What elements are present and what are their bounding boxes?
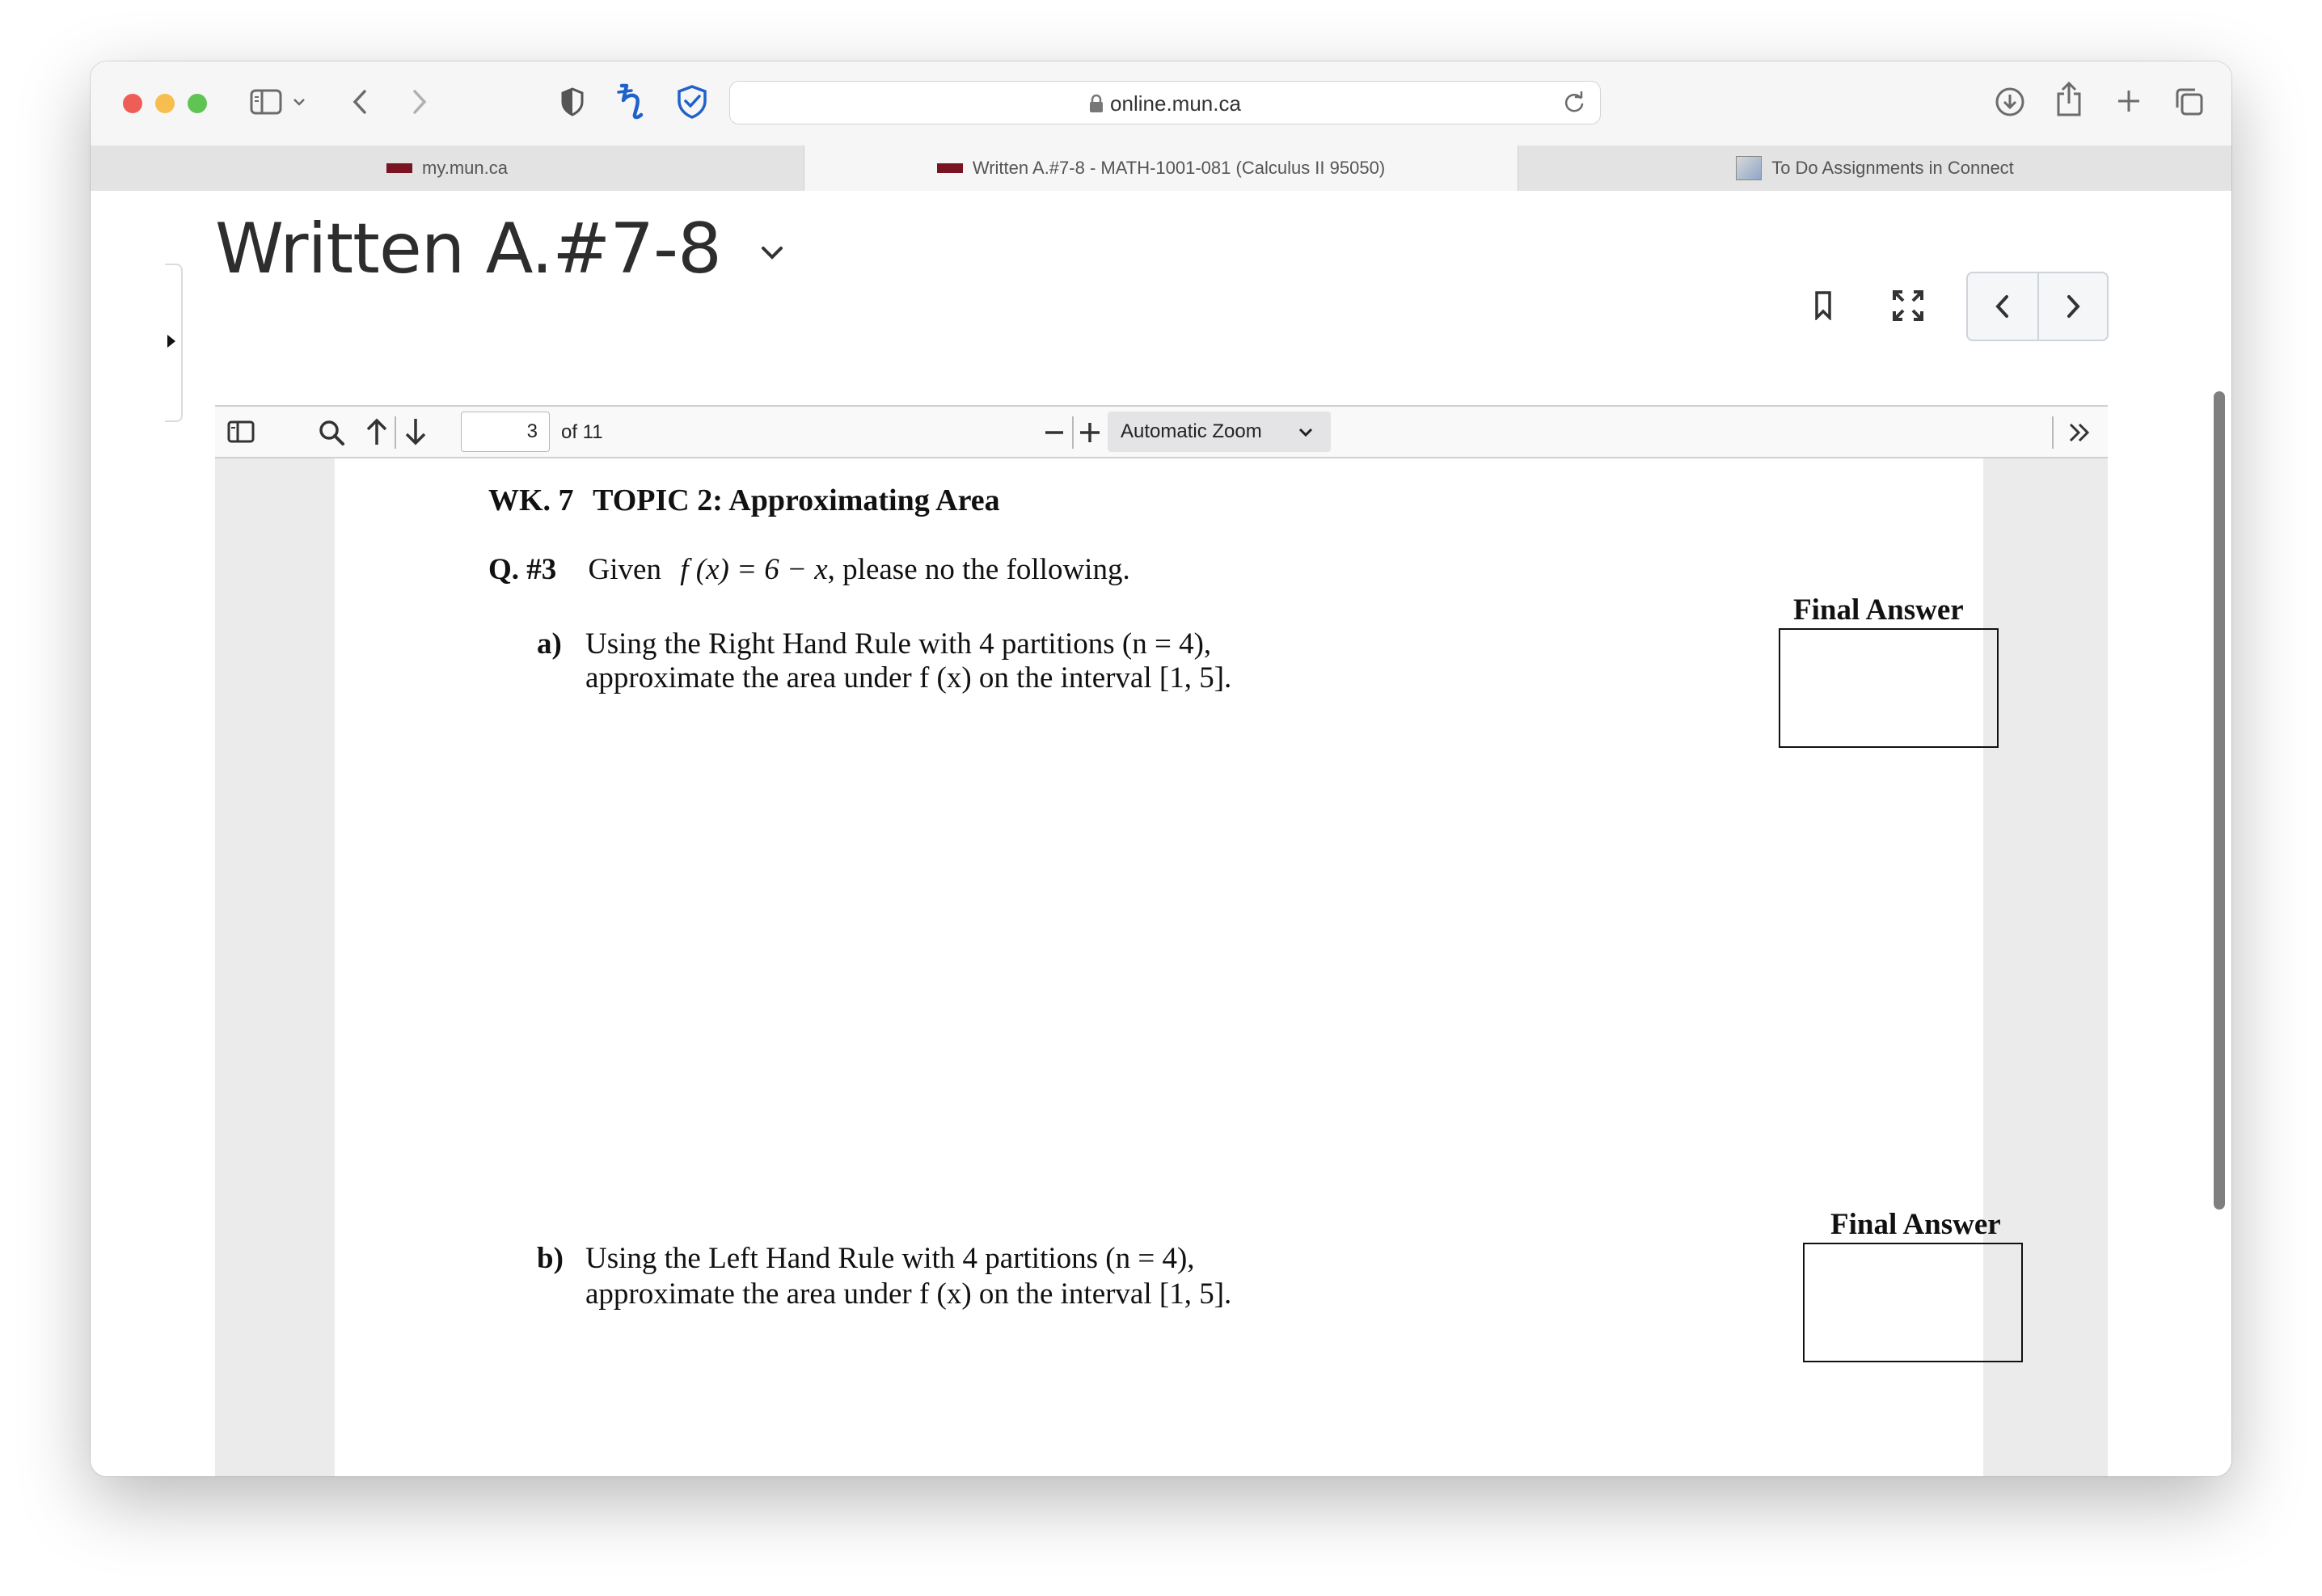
previous-item-button[interactable] (1968, 273, 2039, 340)
url-display (730, 91, 1600, 119)
tab-bar (91, 146, 2231, 192)
close-window-button[interactable] (123, 94, 142, 113)
page-content (91, 191, 2231, 1476)
page-count: of 11 (561, 421, 603, 443)
pdf-viewer[interactable] (215, 458, 2108, 1476)
next-page-icon[interactable] (401, 415, 430, 449)
part-a-line2: approximate the area under f (x) on the interval [1, 5]. (585, 661, 1232, 695)
pdf-toolbar (215, 405, 2108, 458)
minimize-window-button[interactable] (155, 94, 175, 113)
side-drawer-toggle[interactable] (165, 264, 183, 422)
chevron-down-icon (1298, 428, 1313, 437)
new-tab-icon[interactable] (2112, 84, 2146, 118)
share-icon[interactable] (2052, 79, 2086, 120)
search-icon[interactable] (315, 416, 348, 449)
final-answer-label-b: Final Answer (1830, 1208, 2001, 1241)
page-scrollbar[interactable] (2214, 391, 2225, 1210)
previous-page-icon[interactable] (362, 415, 391, 449)
tab-label: my.mun.ca (422, 158, 508, 178)
question-statement: Q. #3 Given f (x) = 6 − x, please no the following. (488, 553, 1130, 586)
chevron-down-icon[interactable] (760, 245, 784, 261)
final-answer-box-b[interactable] (1803, 1243, 2023, 1362)
mun-favicon-icon (937, 163, 963, 173)
toolbar-divider (2052, 416, 2054, 449)
downloads-icon[interactable] (1992, 84, 2028, 120)
part-b-line2: approximate the area under f (x) on the interval [1, 5]. (585, 1277, 1232, 1311)
worksheet-heading: WK. 7 TOPIC 2: Approximating Area (488, 483, 1000, 517)
tab-connect[interactable] (1518, 146, 2231, 191)
item-nav-group (1966, 272, 2109, 341)
browser-window (91, 61, 2231, 1476)
chevron-down-icon[interactable] (291, 92, 307, 112)
fullscreen-icon[interactable] (1889, 286, 1927, 325)
zoom-select[interactable] (1108, 412, 1331, 452)
tab-label: To Do Assignments in Connect (1771, 158, 2014, 178)
tab-written-assignment[interactable] (804, 146, 1518, 191)
part-a-line1: Using the Right Hand Rule with 4 partitions (n = 4), (585, 627, 1212, 661)
honey-extension-icon[interactable] (616, 81, 648, 123)
final-answer-label-a: Final Answer (1793, 593, 1964, 627)
zoom-out-icon[interactable] (1040, 416, 1069, 449)
bookmark-icon[interactable] (1811, 288, 1835, 323)
page-number-input[interactable]: 3 (461, 412, 550, 452)
browser-toolbar (91, 61, 2231, 146)
pdf-sidebar-toggle-icon[interactable] (225, 416, 257, 447)
final-answer-box-a[interactable] (1779, 628, 1999, 748)
address-bar[interactable] (729, 81, 1601, 125)
shield-check-icon[interactable] (674, 82, 710, 121)
part-b-label: b) (537, 1242, 564, 1275)
reload-icon[interactable] (1561, 90, 1587, 116)
chevron-left-icon (1995, 294, 2011, 319)
pdf-page (335, 458, 2001, 1476)
tab-overview-icon[interactable] (2172, 84, 2207, 120)
zoom-window-button[interactable] (188, 94, 207, 113)
sidebar-toggle-icon[interactable] (249, 86, 283, 118)
page-title[interactable]: Written A.#7-8 (215, 209, 784, 289)
next-item-button[interactable] (2039, 273, 2107, 340)
tab-label: Written A.#7-8 - MATH-1001-081 (Calculus II 95050) (972, 158, 1386, 178)
mun-favicon-icon (386, 163, 412, 173)
connect-favicon-icon (1736, 156, 1762, 180)
privacy-shield-icon[interactable] (558, 84, 587, 120)
tab-my-mun[interactable] (91, 146, 804, 191)
caret-right-icon (167, 333, 176, 349)
double-chevron-right-icon[interactable] (2063, 416, 2096, 449)
back-icon[interactable] (348, 84, 372, 120)
url-text: online.mun.ca (1110, 91, 1241, 116)
toolbar-divider (395, 416, 396, 449)
toolbar-divider (1072, 416, 1074, 449)
chevron-right-icon (2065, 294, 2081, 319)
zoom-value: Automatic Zoom (1121, 420, 1262, 442)
lock-icon (1089, 94, 1104, 119)
zoom-in-icon[interactable] (1075, 416, 1104, 449)
part-a-label: a) (537, 627, 562, 661)
forward-icon[interactable] (407, 84, 432, 120)
part-b-line1: Using the Left Hand Rule with 4 partitions (n = 4), (585, 1242, 1195, 1275)
